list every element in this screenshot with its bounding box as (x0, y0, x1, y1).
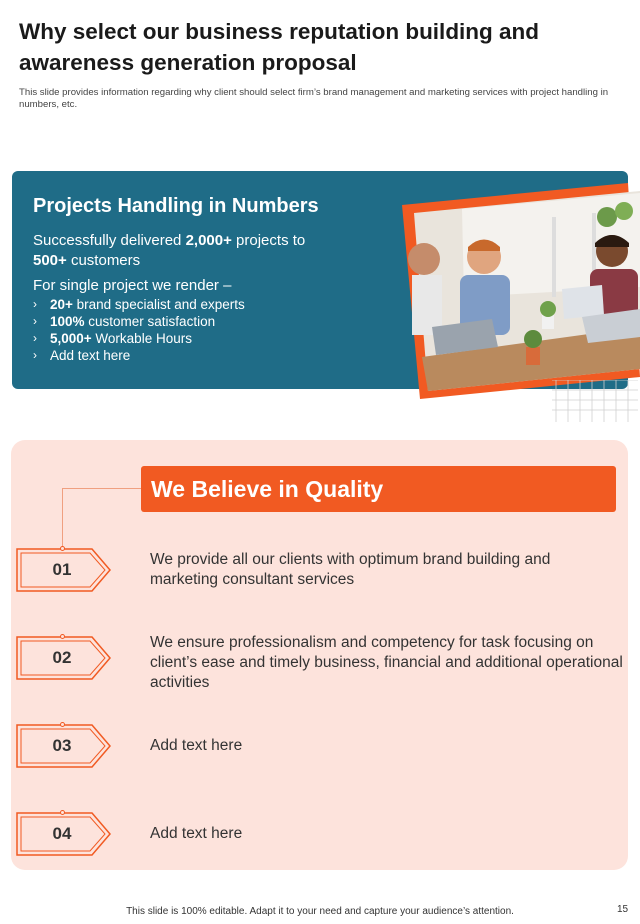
customers-suffix: customers (66, 252, 141, 269)
step-number: 03 (52, 736, 72, 755)
render-list (33, 296, 245, 364)
quality-banner: We Believe in Quality (141, 466, 616, 512)
connector-dot-icon (60, 546, 65, 551)
chevron-right-icon: › (33, 297, 37, 311)
quality-text-02: We ensure professionalism and competency for task focusing on client’s ease and timely business, financial and additional operational activities (150, 634, 623, 691)
step-number: 01 (52, 560, 72, 579)
chevron-right-icon: › (33, 348, 37, 362)
customers-line (33, 251, 140, 271)
delivered-suffix: projects to (231, 232, 306, 249)
connector-dot-icon (60, 634, 65, 639)
item-bold: 100% (50, 314, 85, 329)
team-meeting-photo-icon (402, 177, 640, 399)
chevron-right-icon: › (33, 331, 37, 345)
item-text: customer satisfaction (84, 314, 216, 329)
step-number: 02 (52, 648, 72, 667)
delivered-prefix: Successfully delivered (33, 232, 186, 249)
step-badge-04 (16, 812, 112, 856)
quality-text-01: We provide all our clients with optimum brand building and marketing consultant services (150, 551, 551, 588)
render-intro: For single project we render – (33, 277, 232, 294)
item-bold: 5,000+ (50, 331, 92, 346)
footer-note: This slide is 100% editable. Adapt it to your need and capture your audience’s attention. (126, 906, 514, 917)
quality-text-04: Add text here (150, 825, 243, 842)
quality-text-03: Add text here (150, 737, 243, 754)
list-item (33, 313, 245, 330)
step-badge-02 (16, 636, 112, 680)
delivered-count: 2,000+ (185, 232, 232, 249)
list-item (33, 347, 245, 364)
list-item (33, 330, 245, 347)
item-text: Workable Hours (91, 331, 192, 346)
item-text: Add text here (50, 348, 131, 363)
step-badge-03 (16, 724, 112, 768)
page-title: Why select our business reputation building and awareness generation proposal (19, 19, 540, 75)
delivered-line (33, 231, 305, 251)
step-number: 04 (52, 824, 72, 843)
grid-decoration-icon (552, 380, 638, 422)
connector-dot-icon (60, 810, 65, 815)
customers-count: 500+ (33, 252, 67, 269)
item-bold: 20+ (50, 297, 73, 312)
chevron-right-icon: › (33, 314, 37, 328)
team-photo (402, 177, 640, 399)
item-text: brand specialist and experts (72, 297, 245, 312)
page-subtitle: This slide provides information regarding why client should select firm’s brand management and marketing services with project handling in numbers, etc. (19, 87, 609, 110)
connector-line (62, 488, 142, 550)
step-badge-01 (16, 548, 112, 592)
connector-dot-icon (60, 722, 65, 727)
projects-heading: Projects Handling in Numbers (33, 195, 319, 217)
list-item (33, 296, 245, 313)
page-number: 15 (617, 904, 629, 915)
